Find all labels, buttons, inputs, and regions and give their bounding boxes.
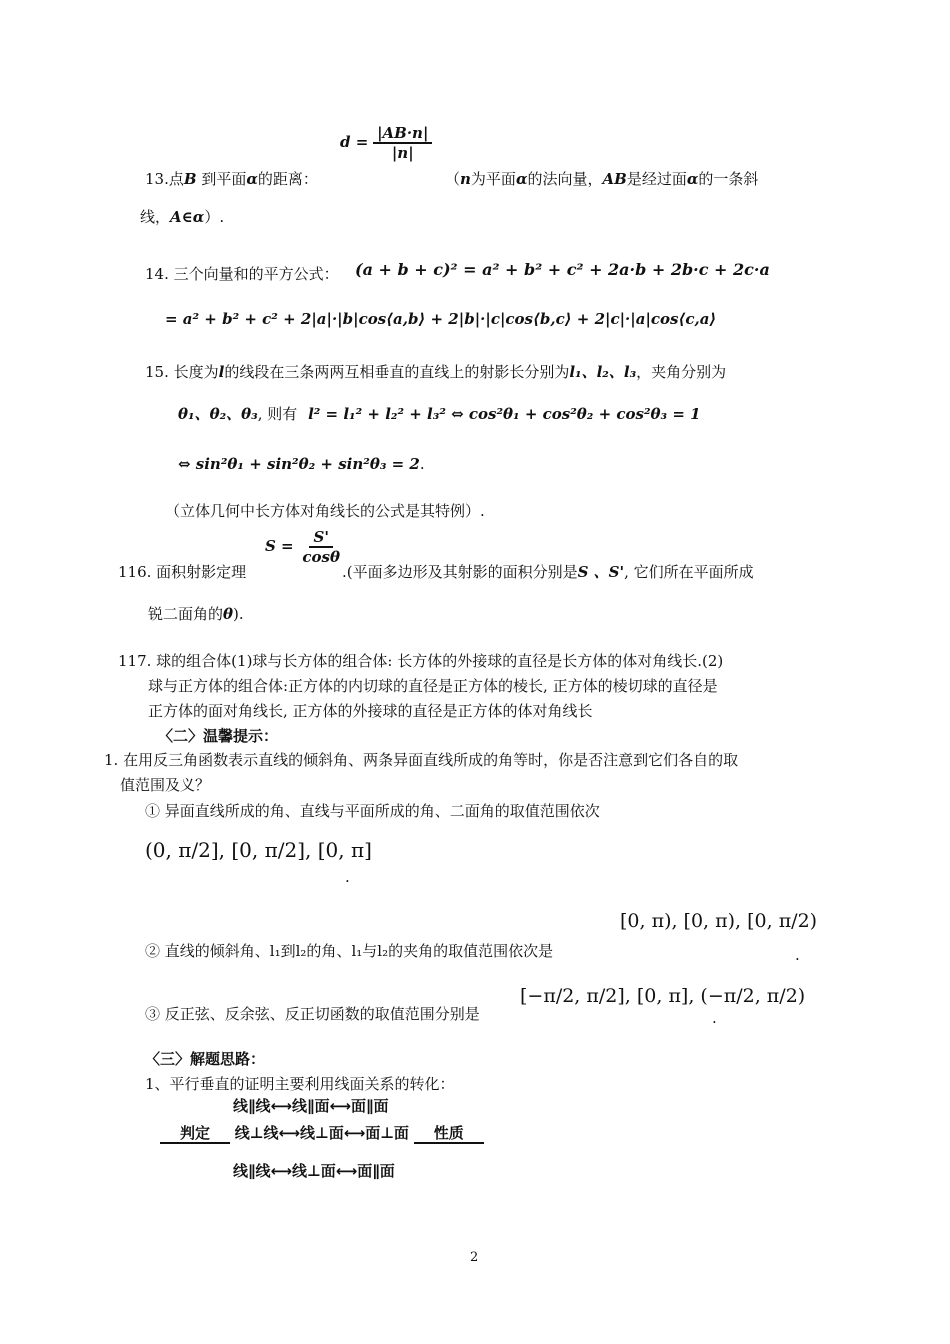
item116-text2: , 它们所在平面所成: [624, 563, 754, 581]
item13-formula: [340, 124, 432, 162]
item13-line2: [140, 208, 224, 226]
theta-symbol: θ: [223, 605, 234, 623]
item14-formula2: = a² + b² + c² + 2|a|·|b|cos⟨a,b⟩ + 2|b|·|c|cos⟨b,c⟩ + 2|c|·|a|cos⟨c,a⟩: [165, 310, 717, 328]
fraction-numerator: S': [309, 528, 332, 548]
item116-text: [342, 563, 754, 581]
line-text: 锐二面角的: [148, 605, 224, 623]
item13-distance: 的距离：: [257, 170, 318, 188]
item15-text2: ，夹角分别为: [636, 363, 727, 381]
item116-line1: [118, 563, 246, 581]
line-end: ）.: [204, 208, 225, 226]
fraction-denominator: cosθ: [302, 548, 340, 566]
projections: l₁、l₂、l₃: [569, 363, 637, 381]
item13-line1: [145, 170, 318, 188]
note-text-c: 是经过面: [626, 170, 687, 188]
item15-line1: [145, 363, 726, 381]
fraction-numerator: |AB·n|: [373, 124, 432, 144]
note-text-b: 的法向量，: [527, 170, 603, 188]
item15-formula2: ⇔ sin²θ₁ + sin²θ₂ + sin²θ₃ = 2: [178, 455, 420, 473]
alpha-symbol: α: [246, 170, 258, 188]
item116-formula: [265, 528, 344, 566]
item117-line3: 正方体的面对角线长, 正方体的外接球的直径是正方体的体对角线长: [148, 702, 593, 720]
alpha-symbol: α: [515, 170, 528, 188]
section3-item1: 1、平行垂直的证明主要利用线面关系的转化：: [145, 1075, 455, 1093]
section2-p3-end: .: [712, 1009, 717, 1027]
item15-line3: [178, 455, 425, 473]
line-end: ).: [233, 605, 244, 623]
section2-p1-end: .: [345, 868, 350, 886]
item116-label: 116. 面积射影定理: [118, 563, 247, 581]
section2-p2: [145, 942, 553, 960]
vector-ab: AB: [602, 170, 627, 188]
line-l1: l₁: [351, 942, 363, 960]
formula-end: .: [419, 455, 425, 473]
item15-note: （立体几何中长方体对角线长的公式是其特例）.: [165, 502, 485, 520]
section2-p2-formula: [0, π), [0, π), [0, π/2): [620, 910, 818, 932]
judgement-label: 判定: [160, 1124, 230, 1144]
p2-text-a: ② 直线的倾斜角、: [145, 942, 270, 960]
item15-line2: [178, 405, 701, 423]
item13-to-plane: 到平面: [196, 170, 247, 188]
section2-title: 〈二〉温馨提示：: [158, 727, 279, 745]
line-l2: l₂: [295, 942, 307, 960]
line-l2: l₂: [377, 942, 389, 960]
item117-line2: 球与正方体的组合体:正方体的内切球的直径是正方体的棱长, 正方体的棱切球的直径是: [148, 677, 718, 695]
item13-prefix: 13.点: [145, 170, 184, 188]
item14-label: 14. 三个向量和的平方公式：: [145, 265, 339, 283]
relation-row-mixed: 线∥线⟷线⊥面⟷面∥面: [233, 1162, 395, 1180]
note-text-a: 为平面: [470, 170, 516, 188]
line-text: 线，: [140, 208, 171, 226]
note-open: （: [445, 170, 461, 188]
areas: S 、S': [577, 563, 625, 581]
p2-text-d: 与: [362, 942, 378, 960]
area-s: S =: [265, 537, 294, 555]
item15-text1: 的线段在三条两两互相垂直的直线上的射影长分别为: [224, 363, 570, 381]
p2-text-e: 的夹角的取值范围依次是: [388, 942, 554, 960]
section2-p3-formula: [−π/2, π/2], [0, π], (−π/2, π/2): [520, 985, 806, 1007]
item116-text1: .(平面多边形及其射影的面积分别是: [342, 563, 578, 581]
section2-q1-line2: 值范围及义？: [120, 776, 211, 794]
vector-n: n: [460, 170, 471, 188]
property-label: 性质: [414, 1124, 484, 1144]
formula-lhs: d =: [340, 133, 369, 151]
section2-p1-formula: (0, π/2], [0, π/2], [0, π]: [145, 838, 372, 862]
p2-text-b: 到: [280, 942, 296, 960]
distance-fraction: [373, 124, 432, 162]
point-b: B: [183, 170, 197, 188]
page-number: 2: [470, 1250, 479, 1265]
section2-p2-end: .: [795, 946, 800, 964]
alpha-symbol: α: [686, 170, 699, 188]
note-text-d: 的一条斜: [698, 170, 759, 188]
section2-p3: ③ 反正弦、反余弦、反正切函数的取值范围分别是: [145, 1005, 480, 1023]
item14-formula1: (a + b + c)² = a² + b² + c² + 2a·b + 2b·c + 2c·a: [355, 260, 770, 279]
angles: θ₁、θ₂、θ₃: [178, 405, 258, 423]
a-in-alpha: A∈α: [170, 208, 205, 226]
section2-q1-line1: 1. 在用反三角函数表示直线的倾斜角、两条异面直线所成的角等时，你是否注意到它们各自的取: [104, 751, 739, 769]
line-l1: l₁: [269, 942, 281, 960]
perpendicular-chain: 线⊥线⟷线⊥面⟷面⊥面: [234, 1124, 409, 1142]
item13-note: [445, 170, 758, 188]
then-text: , 则有: [257, 405, 298, 423]
section2-p1: ① 异面直线所成的角、直线与平面所成的角、二面角的取值范围依次: [145, 802, 600, 820]
item117-line1: 117. 球的组合体(1)球与长方体的组合体: 长方体的外接球的直径是长方体的体对角线长.(2): [118, 652, 724, 670]
relation-row-parallel: 线∥线⟷线∥面⟷面∥面: [233, 1097, 389, 1115]
p2-text-c: 的角、: [306, 942, 352, 960]
area-fraction: [298, 528, 344, 566]
fraction-denominator: |n|: [391, 144, 414, 162]
length-l: l: [218, 363, 225, 381]
item15-formula1: l² = l₁² + l₂² + l₃² ⇔ cos²θ₁ + cos²θ₂ + cos²θ₃ = 1: [308, 405, 701, 423]
item116-line2: [148, 605, 244, 623]
section3-title: 〈三〉解题思路：: [145, 1050, 266, 1068]
relation-row-perpendicular: [160, 1124, 484, 1144]
item15-prefix: 15. 长度为: [145, 363, 219, 381]
